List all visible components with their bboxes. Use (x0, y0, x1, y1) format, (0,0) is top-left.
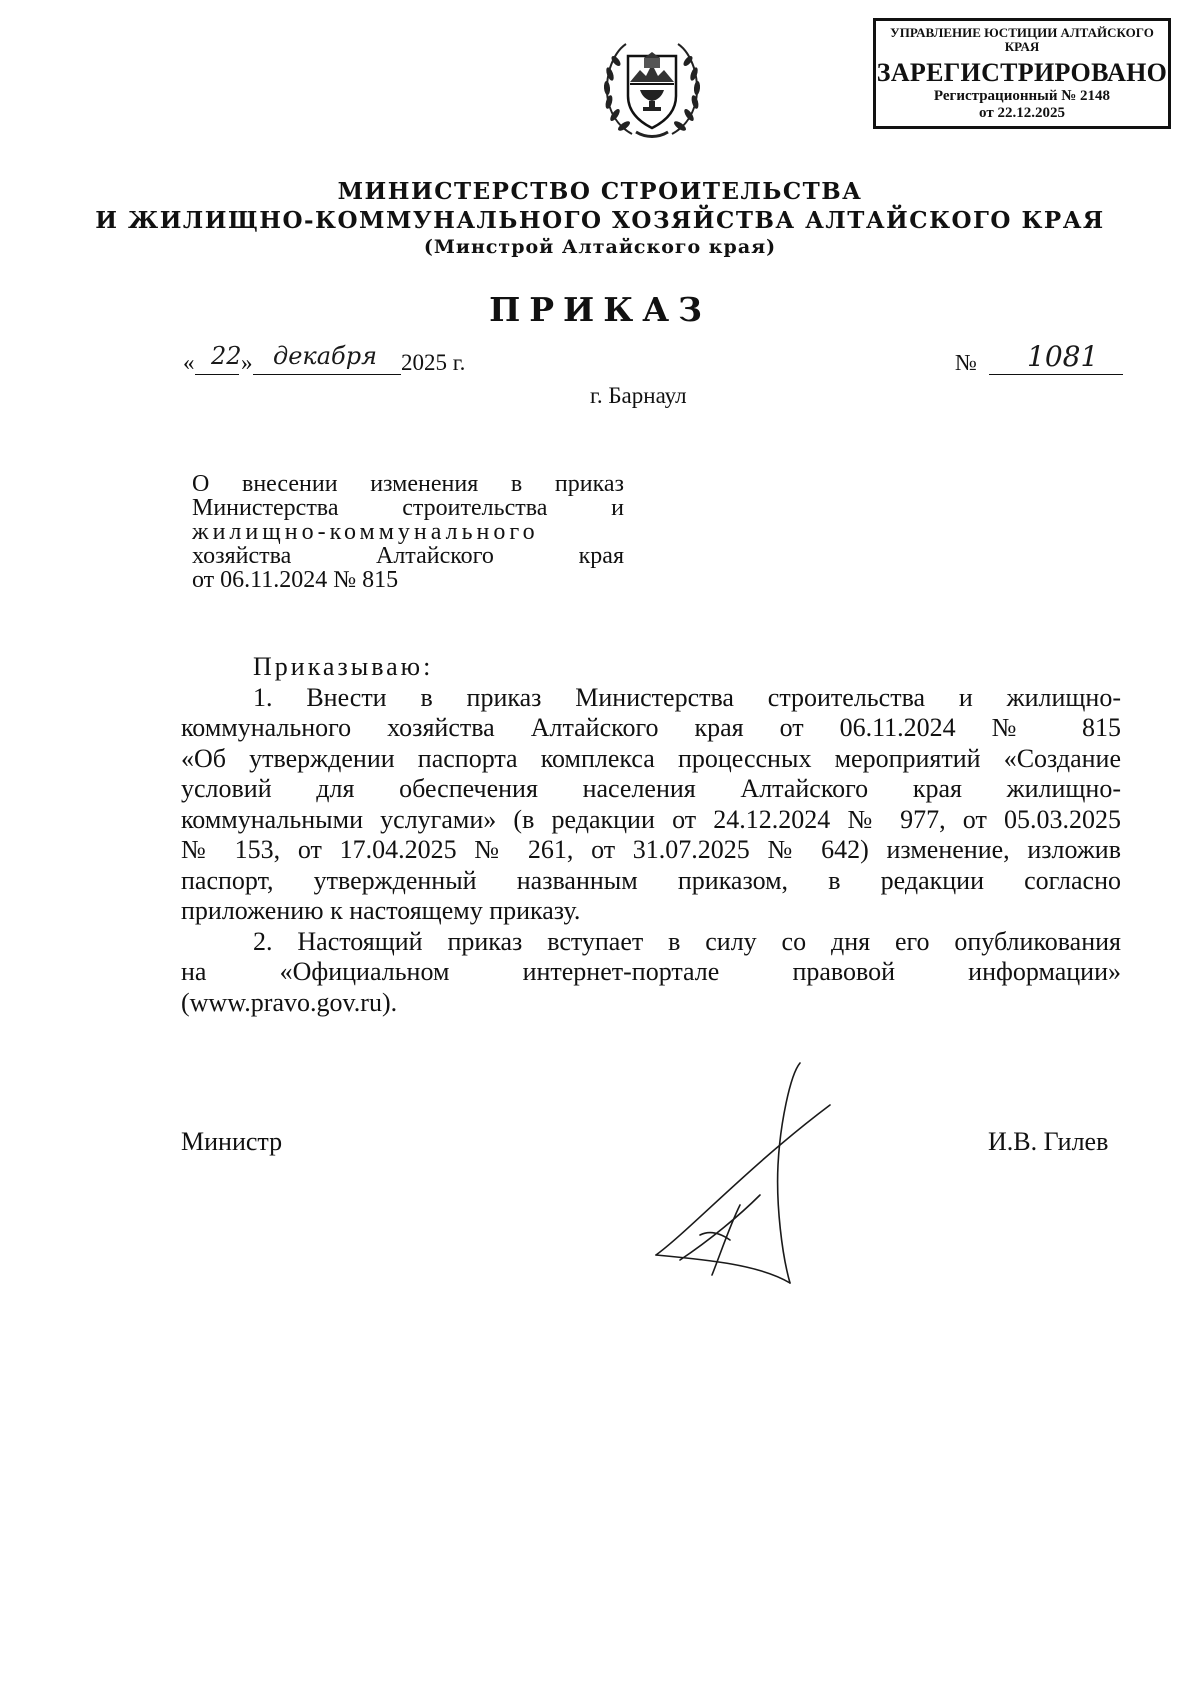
order-number-value: 1081 (1027, 340, 1099, 373)
stamp-reg-number: Регистрационный № 2148 (933, 88, 1111, 104)
subject-line: Министерства строительства и (192, 495, 624, 521)
stamp-reg-date: от 22.12.2025 (979, 105, 1065, 121)
subject-line: О внесении изменения в приказ (192, 471, 624, 497)
number-label: № (955, 350, 977, 375)
handwritten-signature-icon (640, 1055, 840, 1295)
paragraph-1-line: № 153, от 17.04.2025 № 261, от 31.07.2025 № 642) изменение, изложив (181, 835, 1121, 864)
paragraph-2-line: 2. Настоящий приказ вступает в силу со дня его опубликования (253, 926, 1121, 956)
subject-line: хозяйства Алтайского края (192, 543, 624, 569)
document-title: ПРИКАЗ (489, 290, 711, 329)
subject-line: жилищно-коммунального (192, 519, 539, 545)
order-word: Приказываю: (253, 652, 434, 681)
order-subject (192, 472, 624, 592)
paragraph-1-line: коммунального хозяйства Алтайского края от 06.11.2024 № 815 (181, 713, 1121, 742)
paragraph-1-line: условий для обеспечения населения Алтайского края жилищно- (181, 774, 1121, 803)
registration-stamp (873, 18, 1171, 129)
paragraph-1-line: 1. Внести в приказ Министерства строительства и жилищно- (253, 682, 1121, 712)
subject-line: от 06.11.2024 № 815 (192, 567, 399, 593)
month-underline (253, 374, 401, 375)
stamp-organization: УПРАВЛЕНИЕ ЮСТИЦИИ АЛТАЙСКОГО КРАЯ (890, 25, 1154, 54)
paragraph-1-line: «Об утверждении паспорта комплекса процессных мероприятий «Создание (181, 743, 1121, 773)
paragraph-1-line: коммунальными услугами» (в редакции от 24.12.2024 № 977, от 05.03.2025 (181, 804, 1121, 834)
date-month: декабря (273, 342, 377, 370)
paragraph-2-line: (www.pravo.gov.ru). (181, 987, 398, 1017)
date-open-quote: « (183, 350, 195, 375)
number-underline (989, 374, 1123, 375)
date-year: 2025 г. (401, 350, 466, 375)
header-line-3: (Минстрой Алтайского края) (423, 236, 777, 258)
paragraph-1-line: паспорт, утвержденный названным приказом, в редакции согласно (181, 865, 1121, 895)
paragraph-2-line: на «Официальном интернет-портале правовой информации» (181, 957, 1121, 986)
order-body (181, 652, 1121, 1018)
paragraph-1-line: приложению к настоящему приказу. (181, 896, 581, 925)
signer-name: И.В. Гилев (988, 1127, 1109, 1156)
stamp-status: ЗАРЕГИСТРИРОВАНО (876, 58, 1168, 87)
header-line-2: И ЖИЛИЩНО-КОММУНАЛЬНОГО ХОЗЯЙСТВА АЛТАЙСКОГО КРАЯ (95, 207, 1105, 234)
signer-position: Министр (181, 1127, 283, 1156)
day-underline (195, 374, 239, 375)
date-day: 22 (211, 342, 242, 370)
city: г. Барнаул (590, 383, 687, 408)
header-line-1: МИНИСТЕРСТВО СТРОИТЕЛЬСТВА (337, 178, 863, 205)
date-close-quote: » (241, 350, 253, 375)
coat-of-arms-icon (596, 34, 708, 146)
